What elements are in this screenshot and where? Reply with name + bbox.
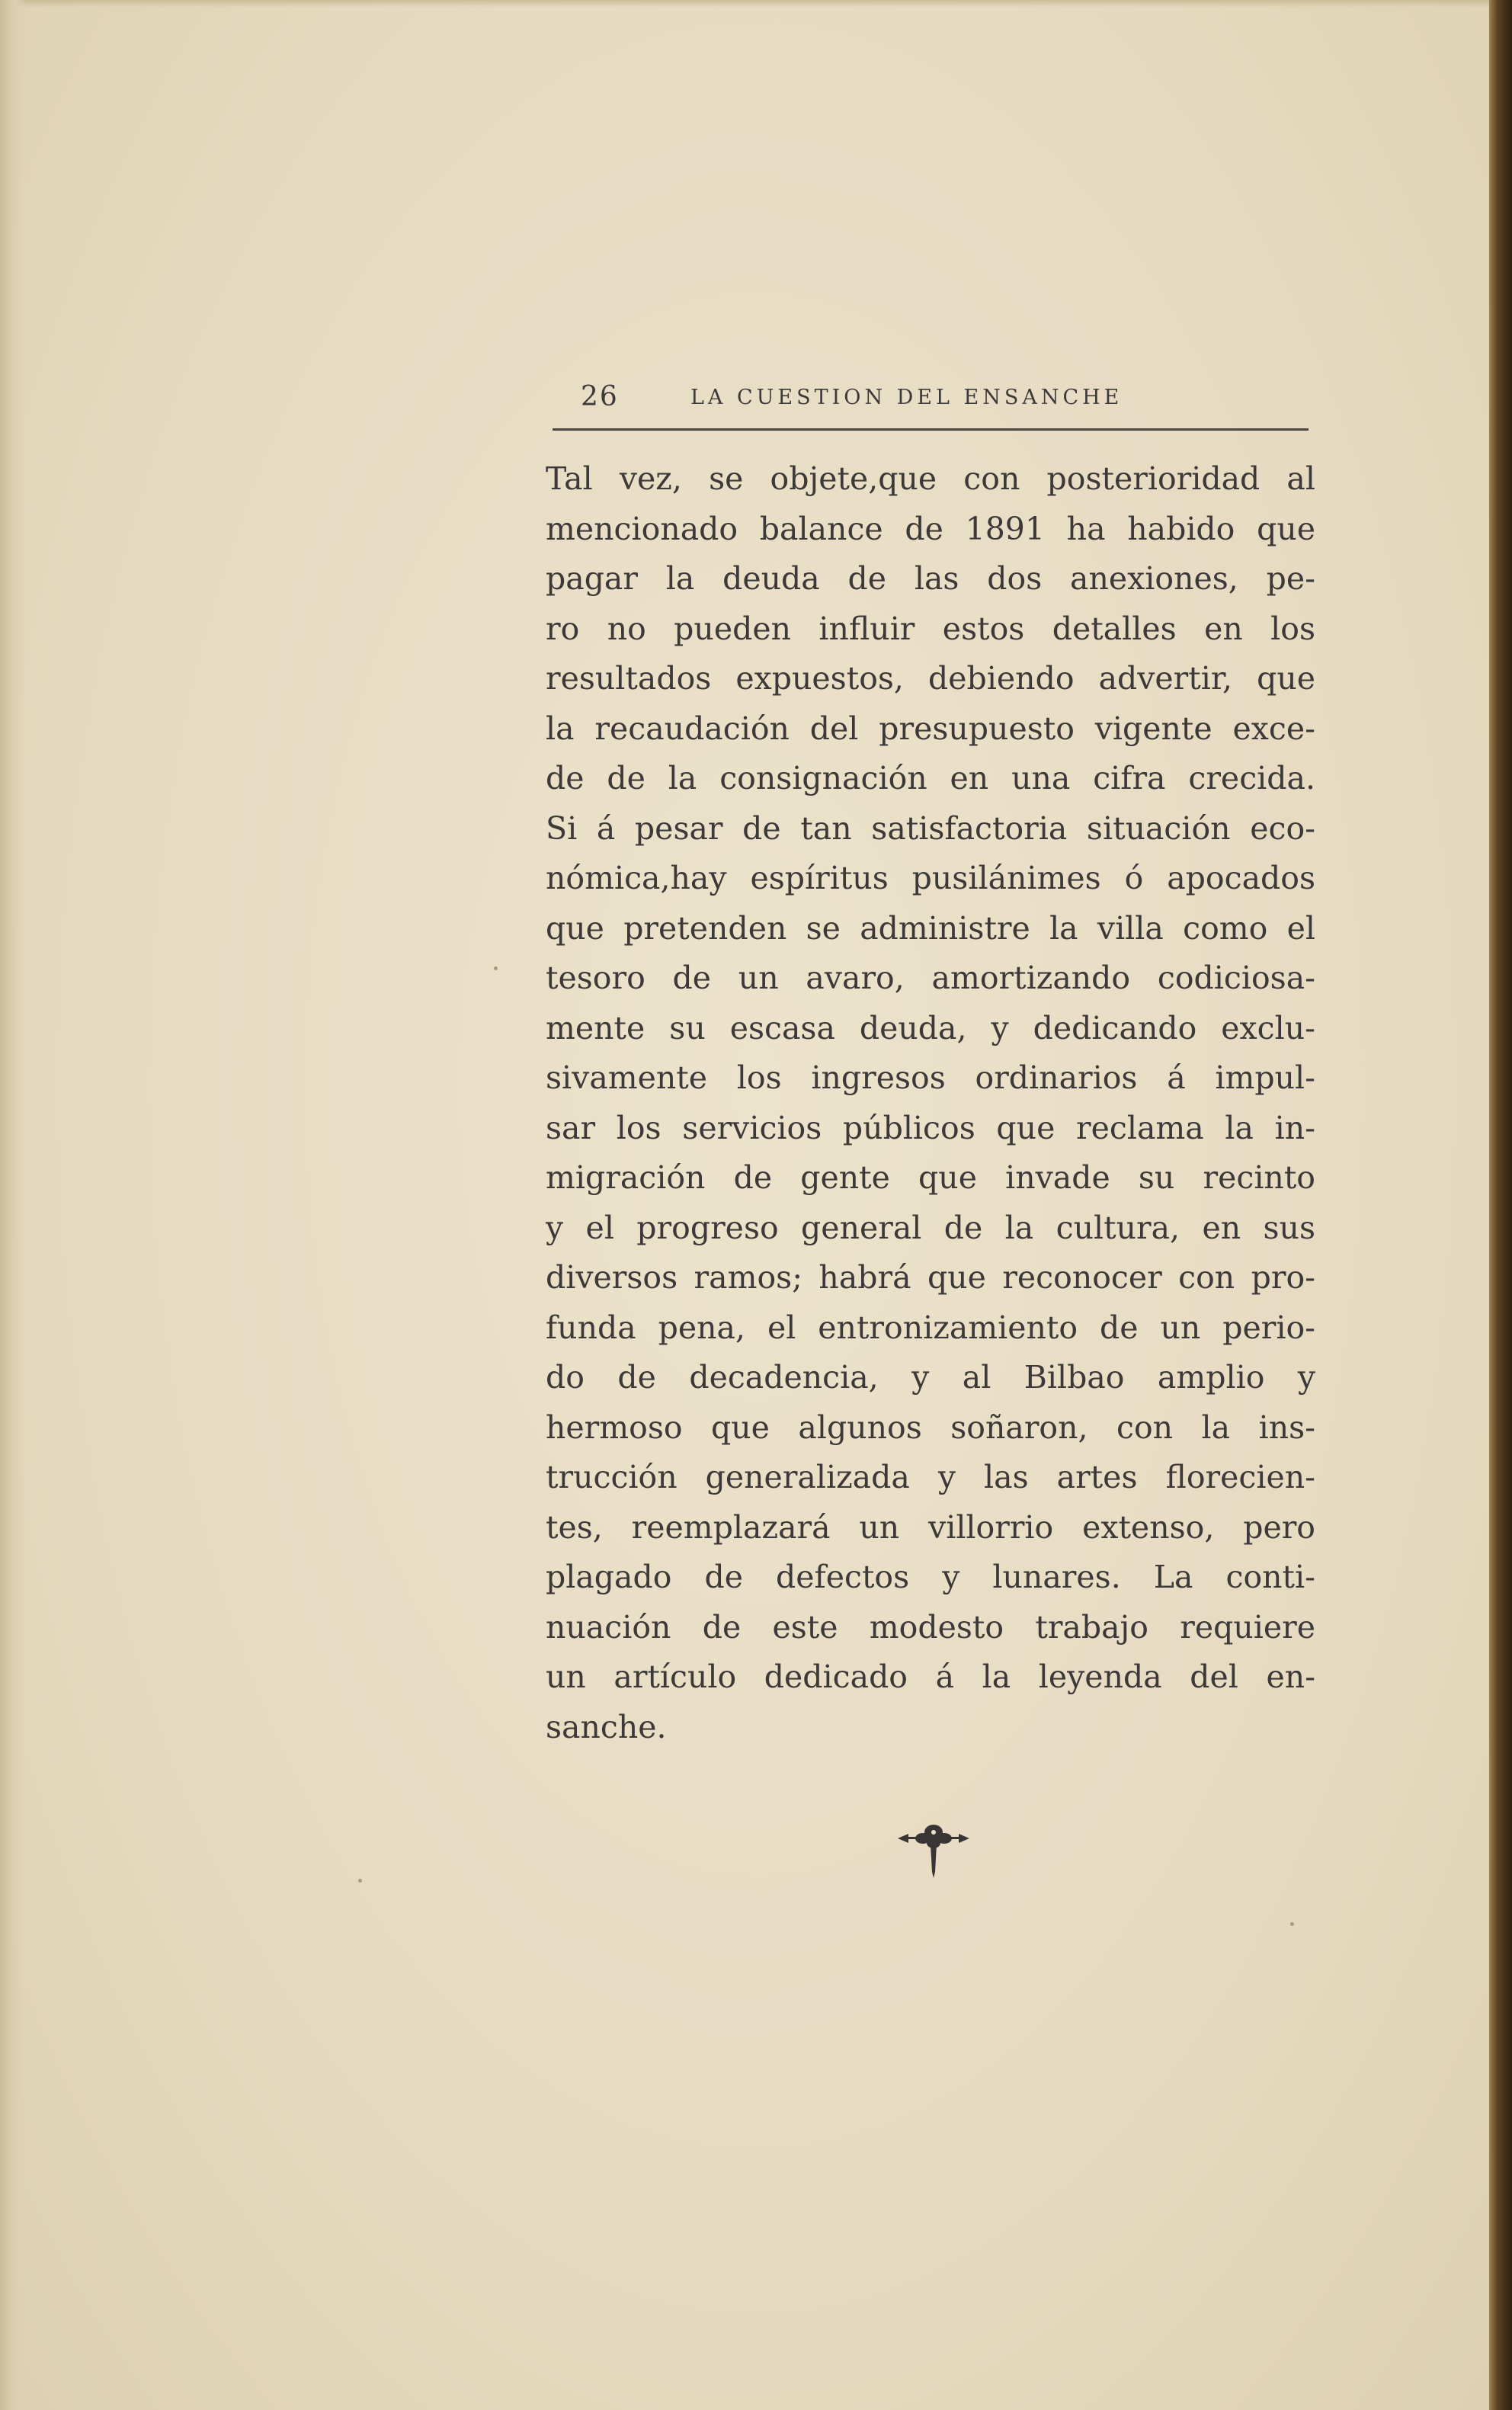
text-line: hermoso que algunos soñaron, con la ins- <box>546 1409 1315 1446</box>
text-line: tesoro de un avaro, amortizando codiciosa- <box>546 960 1315 996</box>
text-line: y el progreso general de la cultura, en sus <box>546 1209 1315 1246</box>
book-binding-edge <box>1489 0 1512 2410</box>
text-line: un artículo dedicado á la leyenda del en- <box>546 1658 1315 1695</box>
running-head: LA CUESTION DEL ENSANCHE <box>690 386 1123 409</box>
floral-dingbat-icon <box>892 1822 975 1883</box>
text-line: nuación de este modesto trabajo requiere <box>546 1608 1315 1646</box>
text-line: que pretenden se administre la villa como el <box>546 909 1315 947</box>
page-number: 26 <box>581 381 619 412</box>
text-line: sanche. <box>546 1708 667 1745</box>
text-line: la recaudación del presupuesto vigente exce- <box>546 710 1315 747</box>
text-line: tes, reemplazará un villorrio extenso, pero <box>546 1508 1315 1546</box>
text-line: ro no pueden influir estos detalles en los <box>546 610 1315 647</box>
text-line: mente su escasa deuda, y dedicando exclu- <box>546 1009 1315 1046</box>
body-text <box>546 454 1315 1752</box>
page-left-edge <box>0 0 26 2410</box>
text-line: diversos ramos; habrá que reconocer con pro- <box>546 1259 1315 1296</box>
text-line: resultados expuestos, debiendo advertir, que <box>546 660 1315 697</box>
text-line: migración de gente que invade su recinto <box>546 1159 1315 1196</box>
text-line: mencionado balance de 1891 ha habido que <box>546 510 1315 547</box>
text-line: Si á pesar de tan satisfactoria situación eco- <box>546 809 1315 847</box>
header-rule <box>553 428 1309 431</box>
text-line: sar los servicios públicos que reclama la in- <box>546 1109 1315 1146</box>
text-line: Tal vez, se objete,que con posterioridad al <box>546 460 1315 497</box>
paper-speck <box>1290 1922 1294 1926</box>
text-line: trucción generalizada y las artes florecien- <box>546 1459 1315 1495</box>
text-line: pagar la deuda de las dos anexiones, pe- <box>546 560 1315 597</box>
page-top-edge <box>0 0 1512 8</box>
text-line: nómica,hay espíritus pusilánimes ó apocados <box>546 860 1315 896</box>
text-line: do de decadencia, y al Bilbao amplio y <box>546 1359 1315 1396</box>
text-line: sivamente los ingresos ordinarios á impul- <box>546 1059 1315 1096</box>
text-line: plagado de defectos y lunares. La conti- <box>546 1559 1315 1595</box>
paper-speck <box>494 966 498 970</box>
text-line: de de la consignación en una cifra crecida. <box>546 760 1315 796</box>
paper-speck <box>358 1879 362 1883</box>
text-line: funda pena, el entronizamiento de un perio- <box>546 1309 1315 1346</box>
page-header <box>533 375 1311 421</box>
